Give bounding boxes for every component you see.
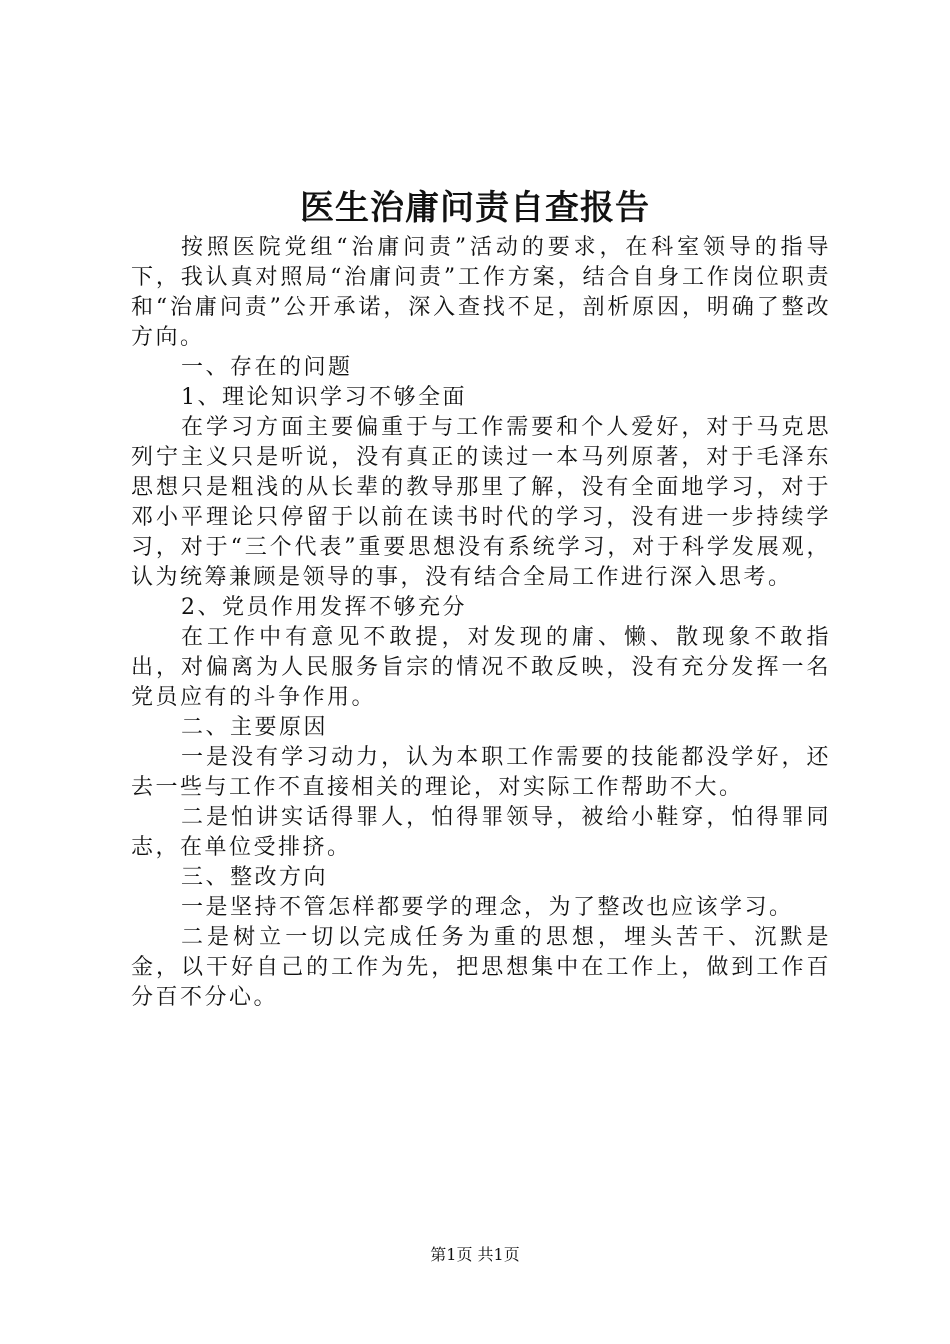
document-title: 医生治庸问责自查报告 — [300, 188, 650, 228]
paragraph-cause-2: 二是怕讲实话得罪人，怕得罪领导，被给小鞋穿，怕得罪同志，在单位受排挤。 — [131, 805, 831, 860]
subheading-party-role: 2、党员作用发挥不够充分 — [181, 595, 467, 620]
section-heading-problems: 一、存在的问题 — [181, 355, 353, 380]
section-heading-causes: 二、主要原因 — [181, 715, 329, 740]
intro-paragraph: 按照医院党组“治庸问责”活动的要求，在科室领导的指导下，我认真对照局“治庸问责”工作方案，结合自身工作岗位职责和“治庸问责”公开承诺，深入查找不足，剖析原因，明确了整改方向。 — [131, 235, 831, 350]
paragraph-direction-1: 一是坚持不管怎样都要学的理念，为了整改也应该学习。 — [181, 895, 794, 920]
paragraph-party-role: 在工作中有意见不敢提，对发现的庸、懒、散现象不敢指出，对偏离为人民服务旨宗的情况不敢反映，没有充分发挥一名党员应有的斗争作用。 — [131, 625, 831, 710]
page-footer: 第1页 共1页 — [430, 1245, 520, 1264]
paragraph-direction-2: 二是树立一切以完成任务为重的思想，埋头苦干、沉默是金，以干好自己的工作为先，把思想集中在工作上，做到工作百分百不分心。 — [131, 925, 831, 1010]
subheading-theory-study: 1、理论知识学习不够全面 — [181, 385, 467, 410]
document-body — [131, 233, 831, 1013]
paragraph-cause-1: 一是没有学习动力，认为本职工作需要的技能都没学好，还去一些与工作不直接相关的理论，对实际工作帮助不大。 — [131, 745, 831, 800]
paragraph-theory-study: 在学习方面主要偏重于与工作需要和个人爱好，对于马克思列宁主义只是听说，没有真正的读过一本马列原著，对于毛泽东思想只是粗浅的从长辈的教导那里了解，没有全面地学习，对于邓小平理论只停留于以前在读书时代的学习，没有进一步持续学习，对于“三个代表”重要思想没有系统学习，对于科学发展观，认为统筹兼顾是领导的事，没有结合全局工作进行深入思考。 — [131, 415, 831, 590]
section-heading-rectification: 三、整改方向 — [181, 865, 329, 890]
